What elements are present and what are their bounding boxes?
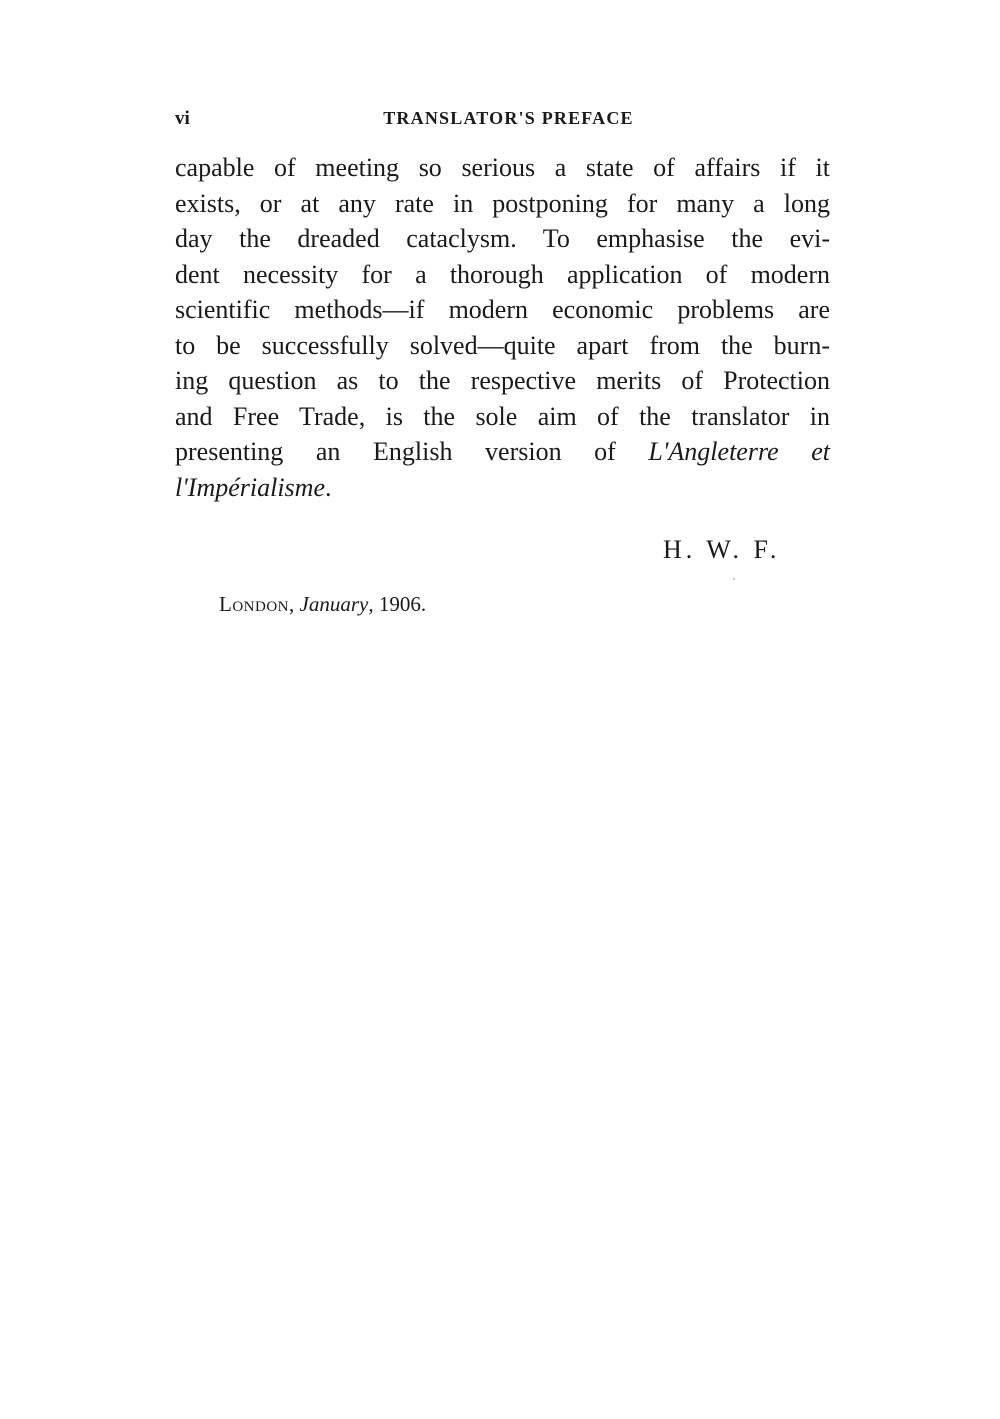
book-title-part: et [811, 437, 831, 466]
text-line: and Free Trade, is the sole aim of the translator in [175, 401, 830, 431]
running-head [175, 108, 830, 138]
dateline-place: London [219, 592, 289, 616]
text-line [175, 434, 830, 470]
preface-text [175, 150, 830, 505]
text-fragment: . [324, 472, 332, 502]
book-title-part: L'Angleterre [648, 437, 779, 466]
dateline-year: , 1906. [368, 592, 427, 616]
text-fragment: presenting an English version of [175, 437, 616, 466]
text-line: ing question as to the respective merits of Protection [175, 366, 830, 395]
dateline-month: January [299, 592, 369, 616]
text-line [175, 470, 830, 506]
text-line: capable of meeting so serious a state of affairs if it [175, 153, 830, 182]
signature: H. W. F. [663, 535, 781, 564]
text-line: to be successfully solved—quite apart from the burn- [175, 330, 830, 360]
text-line: dent necessity for a thorough application of modern [175, 259, 830, 289]
dateline-separator: , [289, 592, 295, 616]
running-title: TRANSLATOR'S PREFACE [383, 108, 634, 128]
page-number: vi [175, 108, 190, 129]
book-title-part: l'Impérialisme [175, 472, 325, 502]
dateline [219, 592, 426, 617]
paper-speck [733, 578, 735, 580]
text-line: day the dreaded cataclysm. To emphasise the evi- [175, 224, 830, 253]
text-line: scientific methods—if modern economic problems are [175, 295, 830, 324]
text-line: exists, or at any rate in postponing for many a long [175, 188, 830, 218]
